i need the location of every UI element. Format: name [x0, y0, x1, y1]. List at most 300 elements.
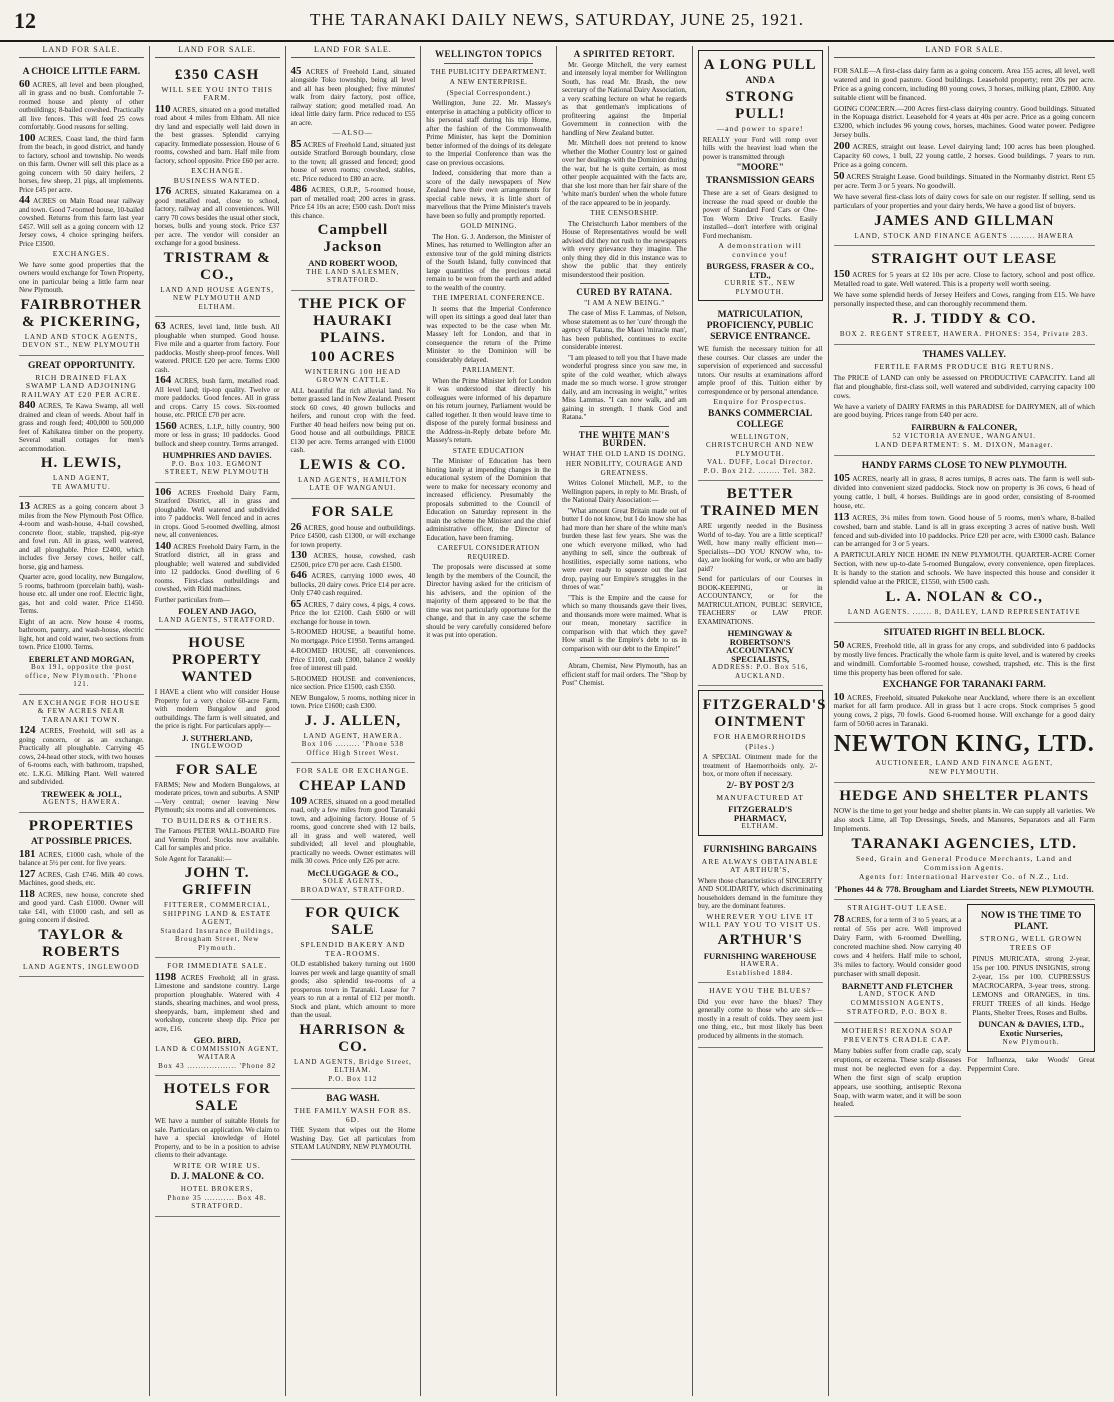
ad-text: I HAVE a client who will consider House Property for a very choice 60-acre Farm, with modern Bungalow and good outbuildings. The farm is well situated, and the price is right. For particulars apply—	[154, 688, 280, 730]
classified-ad	[834, 456, 1096, 623]
agent-name: L. A. NOLAN & CO.,	[885, 588, 1043, 605]
ad-text: 5-ROOMED HOUSE and conveniences, nice section. Price £1500, cash £350.	[290, 674, 416, 691]
display-ad	[698, 840, 823, 984]
story-subhead: PARLIAMENT.	[462, 366, 515, 374]
agent-phone: Box 43 .................. 'Phone 82	[158, 1061, 277, 1070]
ad-title: THAMES VALLEY.	[922, 349, 1006, 360]
ad-title: PROPERTIES	[28, 817, 135, 834]
ad-text: Sole Agent for Taranaki:—	[154, 854, 232, 863]
agent-line: LAND AGENTS, HAMILTON	[298, 475, 408, 484]
classified-ad	[291, 499, 416, 764]
agent-name: TRISTRAM & CO.,	[163, 249, 271, 283]
acreage: 124	[19, 724, 36, 736]
ad-body	[290, 597, 416, 627]
story-paragraph: "This is the Empire and the cause for which so many thousands gave their lives, and thousands more were maimed. What is our mean, monetary sacrifice in comparison with that which they gave? How small is the Empire's debt to us in comparison with our debt to the Empire!"	[562, 593, 687, 653]
agent-address: THE LAND SALESMEN, STRATFORD.	[306, 267, 400, 284]
ad-subtitle: AT POSSIBLE PRICES.	[30, 836, 132, 847]
classified-ad	[155, 757, 280, 959]
ad-text: A SPECIAL Ointment made for the treatment of Haemorrhoids only. 2/- box, or more often if necessary.	[702, 753, 818, 778]
agent-line: SOLE AGENTS,	[322, 877, 383, 885]
classified-ad	[834, 345, 1096, 456]
agent-address: New Plymouth.	[1002, 1038, 1060, 1047]
agent-address: TE AWAMUTU.	[52, 482, 111, 491]
display-ad	[967, 904, 1095, 1052]
ad-text: FARMS; New and Modern Bungalows, at moderate prices, town and suburbs. A SNIP—Very central; owner leaving New Plymouth; six rooms and all conveniences.	[154, 780, 280, 814]
agent-name: NEWTON KING, LTD.	[833, 731, 1095, 758]
ad-title: NOW IS THE TIME TO PLANT.	[980, 911, 1082, 933]
agent-phone: Phone 35 ........... Box 48. STRATFORD.	[167, 1193, 267, 1210]
ad-text: ACRES, £1000 cash, whole of the balance at 5½ per cent. for five years.	[19, 850, 144, 867]
ad-text: ACRES Freehold Dairy Farm, Stratford District, all in grass and ploughable. Well watered and subdivided into 7 paddocks. Well fenced and in acres in crops. Good 5-roomed dwelling, almost new, all conveniences.	[154, 488, 280, 539]
agent-line: LAND AND STOCK AGENTS,	[24, 332, 139, 341]
acreage: 150	[833, 268, 850, 281]
agent-address: NEW PLYMOUTH.	[928, 768, 1000, 777]
ad-text: We have several first-class lots of dairy cows for sale on our register. If selling, send us particulars of your properties and your dairy herds, We have a good list of buyers.	[833, 191, 1095, 210]
bottom-ads	[834, 900, 1096, 1117]
agent-line: FURNISHING WAREHOUSE	[703, 950, 817, 961]
story-paragraph: Writes Colonel Mitchell, M.P., to the Wellington papers, in reply to Mr. Brash, of the National Dairy Association:—	[562, 479, 687, 504]
page-columns	[14, 46, 1100, 1396]
ad-text: The Famous PETER WALL-BOARD Fire and Vermin Proof. Stocks now available. Call for samples and price.	[154, 827, 280, 852]
story-subhead: STATE EDUCATION	[452, 446, 525, 455]
acreage: 140	[154, 539, 172, 552]
agent-name: Campbell Jackson	[317, 222, 389, 255]
ad-text: We have a variety of DAIRY FARMS in this PARADISE for DAIRYMEN, all of which are good buying. Prices range from £40 per acre.	[833, 401, 1095, 420]
ad-subhead: STRAIGHT-OUT LEASE.	[847, 903, 948, 913]
story-paragraph: Mr. Mitchell does not pretend to know whether the Mother Country lost or gained over her dealings with the Dominion during the war, but he is quite certain, as most other people acquainted with the facts are, that she lost more than her fair share of the 'white man's burden' when the whole future of the race appeared to be in jeopardy.	[562, 139, 687, 207]
ad-body	[834, 270, 1096, 289]
ad-text: ACRES Freehold Dairy Farm, in the Stratford district, all in grass and ploughable; well watered and subdivided into 12 paddocks. Good dwelling of 6 rooms. First-class outbuildings and cowshed, with Ridd machines.	[154, 542, 280, 593]
agent-name: ARTHUR'S	[717, 931, 803, 948]
story-subhead: HER NOBILITY, COURAGE AND GREATNESS.	[565, 460, 683, 477]
ad-text: ALL beautiful flat rich alluvial land. No better grassed land in New Zealand. Present stock 60 cows, 40 grown bullocks and heifers, and runout crop with the feed. Further 40 head heifers now being put on. Good house and all outbuildings. PRICE £130 per acre. Terms arranged with £1000 cash.	[290, 386, 416, 454]
agent-line: LAND AGENTS, INGLEWOOD	[23, 962, 140, 971]
story-subhead: THE IMPERIAL CONFERENCE.	[432, 294, 545, 302]
agent-line: AUCTIONEER, LAND AND FINANCE AGENT,	[875, 759, 1054, 768]
ad-text: ACRES, for a term of 3 to 5 years, at a rental of 55s per acre. Well improved Dairy Farm, with 6-roomed Dwelling, concreted machine shed. Now carrying 40 cows and 4 heifers. Half mile to school, 3¼ miles to factory. Would consider good purchaser with small deposit.	[833, 915, 962, 978]
acreage: 78	[833, 913, 845, 926]
product-name: "MOORE"	[736, 163, 784, 173]
ad-title: CHEAP LAND	[298, 777, 407, 794]
acreage: 10	[833, 690, 845, 703]
classified-ad	[291, 763, 416, 900]
ad-text: ACRES, good house and outbuildings. Price £4500, cash £1300, or will exchange for town property.	[290, 523, 416, 549]
ad-body	[833, 169, 1096, 191]
agent-name: D. J. MALONE & CO.	[170, 1172, 264, 1182]
agent-line: AND ROBERT WOOD,	[308, 258, 398, 268]
price: 2/- BY POST 2/3	[726, 780, 794, 791]
ad-body	[155, 322, 280, 374]
divider	[580, 426, 669, 427]
ad-text: ACRES, Coast land, the third farm from the beach, in good district, and handy to factory, school and township. No weeds on this farm. Owner will sell this place as a going concern with 50 dairy heifers, 2 horses, few sheep, 21 pigs, all implements. Price £45 per acre.	[19, 134, 144, 194]
ad-subhead: THE FAMILY WASH FOR 8S. 6D.	[294, 1106, 412, 1124]
ad-text: Did you ever have the blues? They generally come to those who are sick—mostly in a result of colds. They seem just one thing, etc., but most likely has been produced by ailments in the stomach.	[697, 997, 823, 1040]
ad-text: NOW is the time to get your hedge and shelter plants in. We can supply all varieties. We also stock Lime, all Top Dressings, Seeds, and Manures, Separators and all Farm Implements.	[833, 805, 1095, 833]
agent-name: TAYLOR & ROBERTS	[38, 926, 125, 960]
ad-text: Send for particulars of our Courses in BOOK-KEEPING, or in ACCOUNTANCY, or for the MATRICULATION, PUBLIC SERVICE, TEACHERS' or LAW PROF. EXAMINATIONS.	[697, 575, 823, 626]
ad-title: A LONG PULL	[703, 57, 817, 73]
ad-body	[19, 196, 144, 248]
column-5	[557, 46, 693, 1396]
ad-text: ACRES, Freehold title, all in grass for any crops, and subdivided into 6 paddocks by mostly live fences. Practically the whole farm is quite level, and is watered by creeks and windmill. Comfortable 5-roomed house, cowshed, trapshed, etc. This is the first time this property has been offered for sale.	[833, 640, 1095, 677]
agent-name: TARANAKI AGENCIES, LTD.	[851, 835, 1078, 852]
classified-ad	[155, 62, 280, 318]
display-ad	[698, 305, 823, 481]
ad-subhead: (Piles.)	[745, 741, 775, 751]
classified-ad	[19, 813, 144, 978]
ad-body	[155, 376, 280, 420]
ad-subhead: WHEREVER YOU LIVE IT WILL PAY YOU TO VISIT US.	[699, 911, 822, 929]
ad-subhead: TO BUILDERS & OTHERS.	[162, 815, 273, 825]
ad-subhead: HAVE YOU THE BLUES?	[709, 986, 812, 995]
ad-text: Quarter acre, good locality, new Bungalow, 5 rooms, bathroom (porcelain bath), wash-house etc. all under one roof. Electric light, gas, hot and cold water. Price £1450. Terms.	[19, 573, 144, 615]
ad-text: For Influenza, take Woods' Great Peppermint Cure.	[967, 1055, 1095, 1074]
ad-text: ACRES of Freehold Land, situated alongside Toko township, being all level and all has been ploughed; five minutes' walk from dairy factory, post office, railway station; good metalled road. An ideal little dairy farm. Price reduced to £55 an acre.	[290, 67, 416, 127]
acreage: 1198	[154, 970, 177, 983]
story-paragraph: The Minister of Education has been hinting lately at impending changes in the educational system of the Dominion that were to make for necessary economy and increased efficiency. Presumably the proposals submitted to the Council of Education on Saturday represent in the main the scheme the Minister and the chief administrative officer, the Director of Education, have been framing.	[426, 457, 551, 542]
story-paragraph: Mr. George Mitchell, the very earnest and intensely loyal member for Wellington South, has read Mr. Brash, the new secretary of the National Dairy Association, a very scathing lecture on what he regards as that gentleman's implications of profiteering against the Imperial Government in connection with the handling of New Zealand butter.	[562, 60, 687, 137]
story-paragraph: Wellington, June 22. Mr. Massey's enterprise in attaching a publicity officer to his personal staff during his trip Home, after the fashion of the Commonwealth Prime Minister, has kept the Dominion better informed of the doings of its delegate to the Imperial Conference than was the case on previous occasions.	[426, 99, 551, 167]
bottom-left-ads	[834, 900, 962, 1117]
acreage: 85	[290, 137, 302, 150]
ad-text: ACRES, nearly all in grass, 8 acres turnips, 8 acres oats. The farm is well sub-divided into convenient sized paddocks. Stock now on property is 36 cows, 6 head of young cattle, 1 bull, 4 horses. Buildings are in good order, consisting of 8-roomed house, etc.	[833, 474, 1095, 510]
section-head: LAND FOR SALE.	[834, 46, 1096, 58]
ad-title: STRAIGHT OUT LEASE	[871, 251, 1058, 268]
agent-line: LAND AND HOUSE AGENTS, NEW PLYMOUTH AND ELTHAM.	[160, 285, 275, 311]
ad-subhead: FOR IMMEDIATE SALE.	[167, 961, 268, 970]
ad-subhead: FOR SALE OR EXCHANGE.	[296, 766, 410, 775]
ad-text: A PARTICULARLY NICE HOME IN NEW PLYMOUTH. QUARTER-ACRE Corner Section, with new up-to-date 5-roomed Bungalow, every convenience, open fireplaces. It is handy to the station and schools. We have inspected this house and consider it splendid value at the PRICE, £1550, with £500 cash.	[833, 550, 1095, 587]
ad-text: ACRES Straight Lease. Good buildings. Situated in the Normanby district. Rent £5 per acre. Term 3 or 5 years. No goodwill.	[833, 171, 1095, 190]
story-subhead: "I AM A NEW BEING."	[584, 298, 665, 307]
ad-title: BAG WASH.	[326, 1094, 380, 1104]
story-subhead: WHAT THE OLD LAND IS DOING.	[562, 449, 686, 458]
story-paragraph: "What amount Great Britain made out of butter I do not know, but I do know she has had more than her share of the white man's burden these last few years. She was the one which everyone milked, who had anything to sell, since the outbreak of hostilities, especially some nations, who were ever ready to squeeze out the last drop, paying our Empire's struggles in the throes of war."	[562, 506, 687, 591]
ad-subhead: MANUFACTURED AT	[716, 792, 804, 802]
ad-title: SITUATED RIGHT IN BELL BLOCK.	[883, 627, 1045, 638]
ad-body	[833, 638, 1096, 678]
acreage: 100	[19, 131, 36, 144]
agent-line: FITTERER, COMMERCIAL, SHIPPING LAND & ESTATE AGENT,	[162, 901, 272, 926]
ad-body	[154, 419, 280, 449]
agent-address: BROADWAY, STRATFORD.	[300, 885, 405, 894]
agent-line: LAND AGENT,	[52, 474, 110, 482]
agent-address: STRATFORD, P.O. BOX 8.	[846, 1008, 948, 1017]
acreage: 113	[833, 510, 850, 523]
ad-text: ACRES, Freehold, situated Pukekohe near Auckland, where there is an excellent market for all farm produce. All in grass but 1 acre crops. Stock comprises 5 good young cows, 2 pigs, 70 fowls. Good 6-roomed house. Will exchange for a good dairy farm of 50/60 acres in Taranaki.	[833, 692, 1095, 729]
ad-body	[154, 970, 280, 1034]
ad-subhead: WINTERING 100 HEAD GROWN CATTLE.	[304, 366, 402, 384]
ad-subhead: STRONG, WELL GROWN TREES OF	[979, 934, 1083, 953]
ad-body	[290, 64, 416, 128]
ad-text: ACRES, O.R.P., 5-roomed house, part of metalled road; 200 acres in grass. Price £4 10s an acre; £500 cash. Don't miss this chance.	[290, 186, 416, 220]
ad-body	[19, 847, 144, 868]
ad-title: BETTER TRAINED MEN	[700, 486, 820, 519]
agent-line: BOX 2. REGENT STREET, HAWERA. PHONES: 354, Private 283.	[839, 330, 1089, 339]
ad-text: ACRES, straight out lease. Level dairying land; 100 acres has been ploughed. Capacity 60 cows, 1 bull, 22 young cattle, 2 horses. Good buildings. 7 years to run. Price as a going concern.	[833, 142, 1096, 169]
acreage: 106	[154, 485, 172, 498]
story-paragraph: The Hon. G. J. Anderson, the Minister of Mines, has returned to Wellington after an extensive tour of the gold mining districts of the South Island, fully convinced that large quantities of the precious metal remain to be won from the earth and added to the wealth of the country.	[426, 232, 551, 292]
agent-name: EBERLET AND MORGAN,	[28, 653, 134, 664]
classified-ad	[155, 1076, 280, 1217]
story-headline: CURED BY RATANA.	[576, 287, 673, 297]
agent-name: HEMINGWAY & ROBERTSON'S ACCOUNTANCY SPECIALISTS,	[726, 628, 794, 664]
classified-ad	[291, 1089, 416, 1160]
ad-subhead: EXCHANGE.	[191, 166, 244, 175]
story-subhead: GOLD MINING.	[460, 222, 517, 230]
column-3	[286, 46, 422, 1396]
section-head: LAND FOR SALE.	[155, 46, 280, 58]
ad-subhead: AN EXCHANGE FOR HOUSE & FEW ACRES NEAR TARANAKI TOWN.	[22, 697, 141, 724]
display-ad	[698, 690, 827, 836]
agent-address: CURRIE ST., NEW PLYMOUTH.	[724, 279, 796, 296]
acreage: 127	[19, 867, 36, 880]
ad-body	[19, 867, 144, 888]
story-paragraph: It seems that the Imperial Conference will open its sittings a good deal later than was expected to be the case when Mr. Massey left for London, and that in consequence the return of the Prime Minister to the Dominion will be considerably delayed.	[426, 304, 551, 364]
section-head: LAND FOR SALE.	[19, 46, 144, 58]
acreage: 486	[290, 183, 307, 195]
newspaper-title: THE TARANAKI DAILY NEWS, SATURDAY, JUNE 25, 1921.	[309, 10, 805, 29]
acreage: 50	[833, 638, 845, 651]
acreage: 181	[19, 847, 36, 860]
story-paragraph: The proposals were discussed at some length by the members of the Council, the Director having asked for the criticism of his advisers, and the opinion of the majority of them appeared to be that the time was not particularly opportune for the change, and that in any case the scheme should be very carefully considered before it was put into operation.	[426, 563, 551, 639]
display-ad	[698, 481, 823, 686]
acreage: 118	[19, 887, 35, 900]
agent-name: HARRISON & CO.	[299, 1021, 407, 1055]
display-ad	[698, 50, 823, 301]
ad-subhead: SPLENDID BAKERY AND TEA-ROOMS.	[300, 940, 406, 958]
divider	[580, 283, 669, 284]
story-subhead: THE CENSORSHIP.	[590, 209, 659, 217]
ad-title: GREAT OPPORTUNITY.	[28, 360, 135, 371]
ad-text: ACRES Freehold; all in grass. Limestone and sandstone country. Large proportion ploughable. Watered with 4 stands, shearing machines, and wool press, sheepyards, barn, implement shed and workshop, concrete sheep dip. Price per acre, £16.	[154, 973, 280, 1033]
ad-title: HOUSE PROPERTY WANTED	[172, 635, 263, 685]
ad-body	[19, 502, 144, 571]
ad-body	[19, 77, 144, 132]
ad-text: FOR SALE—A first-class dairy farm as a going concern. Area 155 acres, all level, well watered and in good pasture. Good buildings. Leasehold property; rent 20s per acre. Price as a going concern, including 80 young cows, 3 horses, milking plant, £2800. Any suitable client will be financed.	[833, 65, 1095, 102]
display-ad	[834, 783, 1096, 900]
agent-name: JOHN T. GRIFFIN	[181, 865, 253, 898]
agent-address: P.O. Box 103. EGMONT STREET, NEW PLYMOUTH	[164, 459, 270, 476]
agent-line: LAND & COMMISSION AGENT, WAITARA	[155, 1044, 279, 1061]
ad-tagline: —and power to spare!	[716, 124, 804, 133]
column-1	[14, 46, 150, 1396]
agent-address: DEVON ST., NEW PLYMOUTH	[22, 341, 141, 349]
ad-body	[154, 539, 280, 594]
ad-text: ACRES of Freehold Land, situated just outside Stratford Borough boundary, close to the town; all grassed and fenced; good house of seven rooms; cowshed, stables, etc. Price reduced to £80 an acre.	[290, 140, 416, 183]
agent-line: Agents for: International Harvester Co. of N.Z., Ltd.	[859, 872, 1070, 882]
ad-text: Many babies suffer from cradle cap, scaly eruptions, or eczema. These scalp diseases must not be neglected even for a day. When the first sign of scalp eruption appears, use soothing, antiseptic Rexona Soap, with warm water, and it will be soon healed.	[833, 1045, 962, 1109]
ad-text: ACRES, situated Kakaramea on a good metalled road, close to school, factory, railway and all conveniences. Will carry 70 cows besides the usual other stock, horses, bulls and young stock. Price £37 per acre. The vendor will consider an exchange for a good business.	[154, 188, 280, 247]
ad-text: THE System that wipes out the Home Washing Day. Get all particulars from STEAM LAUNDRY, NEW PLYMOUTH.	[290, 1126, 416, 1151]
ad-title: £350 CASH	[174, 66, 260, 83]
classified-ad	[155, 958, 280, 1076]
agent-address: Box 191, opposite the post office, New Plymouth. 'Phone 121.	[25, 663, 138, 688]
agent-line: LAND DEPARTMENT: S. M. DIXON, Manager.	[875, 441, 1054, 450]
agent-address: HAWERA.	[740, 960, 780, 968]
acreage: 840	[19, 399, 36, 411]
ad-subhead: BUSINESS WANTED.	[173, 175, 261, 185]
ad-body	[833, 690, 1096, 730]
ad-text: ACRES for 5 years at £2 10s per acre. Close to factory, school and post office. Metalled road to gate. Well watered. This is a property well worth seeing.	[833, 270, 1095, 289]
ad-body	[833, 510, 1096, 550]
ad-text: 4-ROOMED HOUSE, all conveniences. Price £1100, cash £300, balance 2 weekly free of interest till paid.	[290, 647, 416, 672]
story-paragraph: The case of Miss F. Lammas, of Nelson, whose statement as to her 'cure' through the agency of Ratana, the Maori 'miracle man', has been published, continues to excite considerable interest.	[562, 309, 687, 351]
story-subhead: THE PUBLICITY DEPARTMENT.	[430, 67, 547, 76]
agent-line: LAND, STOCK AND FINANCE AGENTS ......... HAWERA	[854, 231, 1075, 240]
ad-text: ACRES, 7 dairy cows, 4 pigs, 4 cows. Price the lot £2100. Cash £600 or will exchange for house in town.	[290, 600, 416, 626]
ad-title: HEDGE AND SHELTER PLANTS	[839, 787, 1090, 804]
agent-name: J. J. ALLEN,	[304, 712, 402, 729]
ad-body	[290, 137, 416, 184]
ad-subhead: WILL SEE YOU INTO THIS FARM.	[161, 84, 273, 102]
classified-ad	[834, 623, 1096, 783]
ad-subhead: RICH DRAINED FLAX SWAMP LAND ADJOINING RAILWAY AT £20 PER ACRE.	[21, 372, 142, 399]
classified-ad	[155, 630, 280, 757]
ad-body	[154, 485, 280, 540]
ad-subhead: WRITE OR WIRE US.	[173, 1160, 261, 1170]
agent-name: GEO. BIRD,	[193, 1035, 241, 1045]
display-ad	[834, 1023, 962, 1117]
agent-name: FAIRBROTHER & PICKERING,	[20, 296, 143, 330]
ad-title: FITZGERALD'S OINTMENT	[702, 697, 827, 730]
agent-address: ELTHAM.	[741, 822, 779, 830]
ad-title: FOR QUICK SALE	[305, 905, 401, 938]
acreage: 50	[833, 169, 845, 182]
column-6	[693, 46, 829, 1396]
agent-address: ADDRESS: P.O. Box 516, AUCKLAND.	[711, 663, 809, 680]
acreage: 44	[19, 194, 30, 206]
classified-ad	[155, 483, 280, 631]
acreage: 26	[290, 520, 302, 533]
ad-text: GOING CONCERN.—200 Acres first-class dairying country. Good buildings. Situated in the Kopuaga district. Leasehold for 4 years at 40s per acre. Price as a going concern £3200, which includes 96 young cows, horses, machines. Good water power. Pedigree Jersey bulls.	[833, 103, 1095, 140]
agent-name: HUMPHRIES AND DAVIES.	[162, 450, 272, 460]
classified-ad	[19, 356, 144, 498]
ad-text: WE furnish the necessary tuition for all these courses. Our classes are under the supervision of experienced and successful tutors. Our results at examinations afford ample proof of this. Tuition either by correspondence or by personal attendance.	[697, 345, 823, 396]
ad-subhead: FOR HAEMORRHOIDS	[713, 732, 807, 741]
agent-phone: Box 106 ......... 'Phone 538 Office High Street West.	[301, 740, 404, 757]
section-head: LAND FOR SALE.	[291, 46, 416, 58]
acreage: 1560	[154, 419, 177, 432]
story-paragraph: "I am pleased to tell you that I have made wonderful progress since you saw me, in spite of the cold weather, which always made me so much worse. I grow stronger daily, and am increasing in weight," writes Miss Lammas. "I can now walk, and am gaining in strength. I thank God and Ratana."	[562, 353, 687, 421]
agent-line: Seed, Grain and General Produce Merchants, Land and Commission Agents.	[855, 853, 1073, 872]
ad-text: ACRES, level land, little bush. All ploughable when stumped. Good house. Five mile and a quarter from factory. Four paddocks. Mostly sheep-proof fences. Well watered. PRICE £20 per acre. Terms £300 cash.	[154, 323, 280, 374]
classified-ad	[155, 317, 280, 483]
ad-text: ACRES, new house, concrete shed and good yard. Cash £1000. Owner will take £41, with £1000 cash, and sell as going concern if desired.	[19, 890, 144, 924]
divider	[444, 63, 533, 64]
ad-text: ACRES on Main Road near railway and town. Good 7-roomed house, 10-bailed cowshed. Returns from this farm last year £457. Will sell as a going concern with 12 Jersey cows, 4 choice springing heifers. Price £3500.	[19, 197, 144, 248]
ad-subhead: ARE ALWAYS OBTAINABLE AT ARTHUR'S,	[701, 856, 819, 874]
story-paragraph: Indeed, considering that more than a score of the daily newspapers of New Zealand have their own arrangements for special cable news, it is little short of marvellous that the Prime Minister's travels have been so fully and promptly reported.	[426, 169, 551, 220]
story-paragraph: When the Prime Minister left for London it was understood that directly his colleagues were informed of his departure on his return journey, Parliament would be called together. It then would leave time to dispose of the purely formal business and the Address-in-Reply debate before Mr. Massey's return.	[426, 376, 551, 444]
agent-line: LAND AGENTS. ....... 8, DAILEY, LAND REPRESENTATIVE	[847, 607, 1081, 616]
ad-text: ARE urgently needed in the Business World of to-day. You are a little sceptical? Well, how many really efficient men—Specialists—DO YOU KNOW who, to-day, are looking for work, or who are badly paid?	[697, 522, 823, 573]
ad-body	[834, 474, 1096, 511]
agent-phone: P.O. Box 112	[328, 1074, 378, 1083]
acreage: 164	[154, 374, 172, 386]
classified-ad	[834, 62, 1096, 247]
ad-body	[291, 185, 416, 220]
ad-body	[834, 142, 1096, 170]
classified-ad	[291, 62, 416, 291]
ad-text: ACRES, all level and been ploughed, all in grass and no bush. Comfortable 7-roomed house and plenty of other outbuildings; 8-bailed cowshed. Practically all live fences. This will feed 25 cows comfortably. Good reasons for selling.	[19, 80, 144, 131]
ad-text: ACRES, Te Kawa Swamp, all well drained and clean of weeds. About half in grass and rough feed; 400,000 to 500,000 feet of Kahikatea timber on the property. Several small cottages for men's accommodation.	[19, 402, 144, 453]
agent-name: McCLUGGAGE & CO.,	[307, 867, 399, 878]
ad-text: ACRES, house, cowshed, cash £2500, price £70 per acre. Cash £1500.	[290, 552, 416, 569]
ad-text: ACRES, L.I.P., hilly country, 900 more or less in grass; 10 paddocks. Good bullock and sheep country. Terms arranged.	[154, 422, 280, 448]
ad-text: OLD established bakery turning out 1600 loaves per week and large quantity of small goods; also splendid tea-rooms of a prosperous town in Taranaki. Lease for 7 years to run at a rental of £12 per month. Stock and plant, which amount to more than the usual.	[290, 960, 416, 1019]
ad-text: ACRES, situated on a good metalled road about 4 miles from Eltham. All nice dry land and especially well laid down in the best grasses. Splendid carrying capacity. Immediate possession. House of 6 rooms, cowshed and barn. Half mile from factory, school opposite. Price £60 per acre.	[154, 105, 280, 165]
agent-line: LAND AGENT, HAWERA.	[303, 731, 403, 740]
acreage: 65	[290, 597, 302, 610]
agent-name: FAIRBURN & FALCONER,	[911, 422, 1018, 433]
ad-text: WE have a number of suitable Hotels for sale. Particulars on application. We claim to have a special knowledge of Hotel Property, and to be in a position to advise clients to their advantage.	[154, 1117, 280, 1159]
ad-subhead: —ALSO—	[332, 128, 374, 137]
agent-phone: 'Phones 44 & 778. Brougham and Liardet Streets, NEW PLYMOUTH.	[834, 884, 1094, 895]
agent-name: LEWIS & CO.	[299, 456, 407, 473]
agent-name: TREWEEK & JOLL,	[41, 788, 122, 799]
ad-body	[291, 571, 416, 598]
ad-body	[834, 915, 962, 978]
agent-line: Established 1884.	[726, 968, 794, 977]
ad-subhead: A demonstration will convince you!	[718, 241, 802, 259]
agent-name: BURGESS, FRASER & CO., LTD.,	[706, 261, 814, 280]
ad-title: FOR SALE	[175, 761, 259, 778]
acreage: 646	[290, 569, 307, 581]
ad-body	[154, 102, 280, 166]
ad-body	[19, 726, 144, 787]
acreage: 105	[833, 472, 850, 485]
story-headline: WELLINGTON TOPICS	[434, 49, 543, 59]
agent-address: LAND AGENTS, STRATFORD.	[158, 615, 276, 624]
ad-text: ACRES, carrying 1000 ewes, 40 bullocks, 20 dairy cows. Price £14 per acre. Only £740 cash required.	[290, 572, 416, 597]
agent-address: INGLEWOOD	[191, 742, 243, 750]
ad-title: STRONG PULL!	[725, 89, 795, 122]
acreage: 109	[290, 794, 307, 807]
ad-body	[290, 794, 416, 866]
ad-title: THE PICK OF HAURAKI PLAINS.	[298, 295, 408, 346]
classified-ad	[19, 695, 144, 813]
ad-text: These are a set of Gears designed to increase the road speed or double the power of Standard Ford Cars or One-Ton Worm Drive Trucks. Easily installed—don't interfere with original Ford mechanism.	[702, 189, 818, 240]
agent-line: VAL. DUFF, Local Director.	[707, 458, 814, 466]
agent-name: BANKS COMMERCIAL COLLEGE	[708, 408, 813, 430]
agent-name: BARNETT AND FLETCHER	[841, 980, 953, 991]
column-2	[150, 46, 286, 1396]
ad-body	[19, 887, 144, 925]
ad-text: The PRICE of LAND can only be assessed on PRODUCTIVE CAPACITY. Land all flat and ploughable, first-class soil, well watered and subdivided, carrying capacity 100 cows.	[833, 372, 1095, 400]
agent-address: 52 VICTORIA AVENUE, WANGANUI.	[892, 432, 1036, 441]
ad-subhead: Enquire for Prospectus.	[713, 397, 807, 406]
ad-title: FURNISHING BARGAINS	[703, 844, 817, 855]
classified-ad	[834, 246, 1096, 345]
ad-text: REALLY your Ford will romp over hills with the heaviest load when the power is transmitted through	[702, 135, 818, 161]
ad-subhead: FERTILE FARMS PRODUCE BIG RETURNS.	[874, 361, 1055, 371]
story-headline: A SPIRITED RETORT.	[573, 49, 675, 59]
acreage: 176	[154, 185, 172, 197]
story-subhead: CAREFUL CONSIDERATION REQUIRED.	[437, 544, 540, 561]
story-paragraph: The Christchurch Labor members of the House of Representatives would be well advised did they not rush to the newspapers with every grievance they imagine. The only thing they did in this instance was to show the public that they entirely misunderstood their position.	[562, 219, 687, 279]
masthead	[0, 0, 1114, 42]
agent-line: LAND, STOCK AND COMMISSION AGENTS,	[850, 990, 945, 1008]
ad-body	[19, 401, 144, 453]
column-7	[829, 46, 1101, 1396]
agent-name: H. LEWIS,	[40, 455, 122, 471]
classified-ad	[19, 497, 144, 695]
ad-text: NEW Bungalow, 5 rooms, nothing nicer in town. Price £1600; cash £300.	[290, 693, 416, 710]
ad-text: ACRES as a going concern about 3 miles from the New Plymouth Post Office. 4-room and wash-house, 4-bail cowshed, concrete floor, stable, trapshed, pig-stye and fowl run. All in grass, well watered, and all ploughable. Price £2400, which includes five Jersey cows, heifer calf, horse, gig and harness.	[19, 503, 144, 571]
classified-ad	[19, 62, 144, 356]
agent-name: R. J. TIDDY & CO.	[892, 311, 1037, 328]
